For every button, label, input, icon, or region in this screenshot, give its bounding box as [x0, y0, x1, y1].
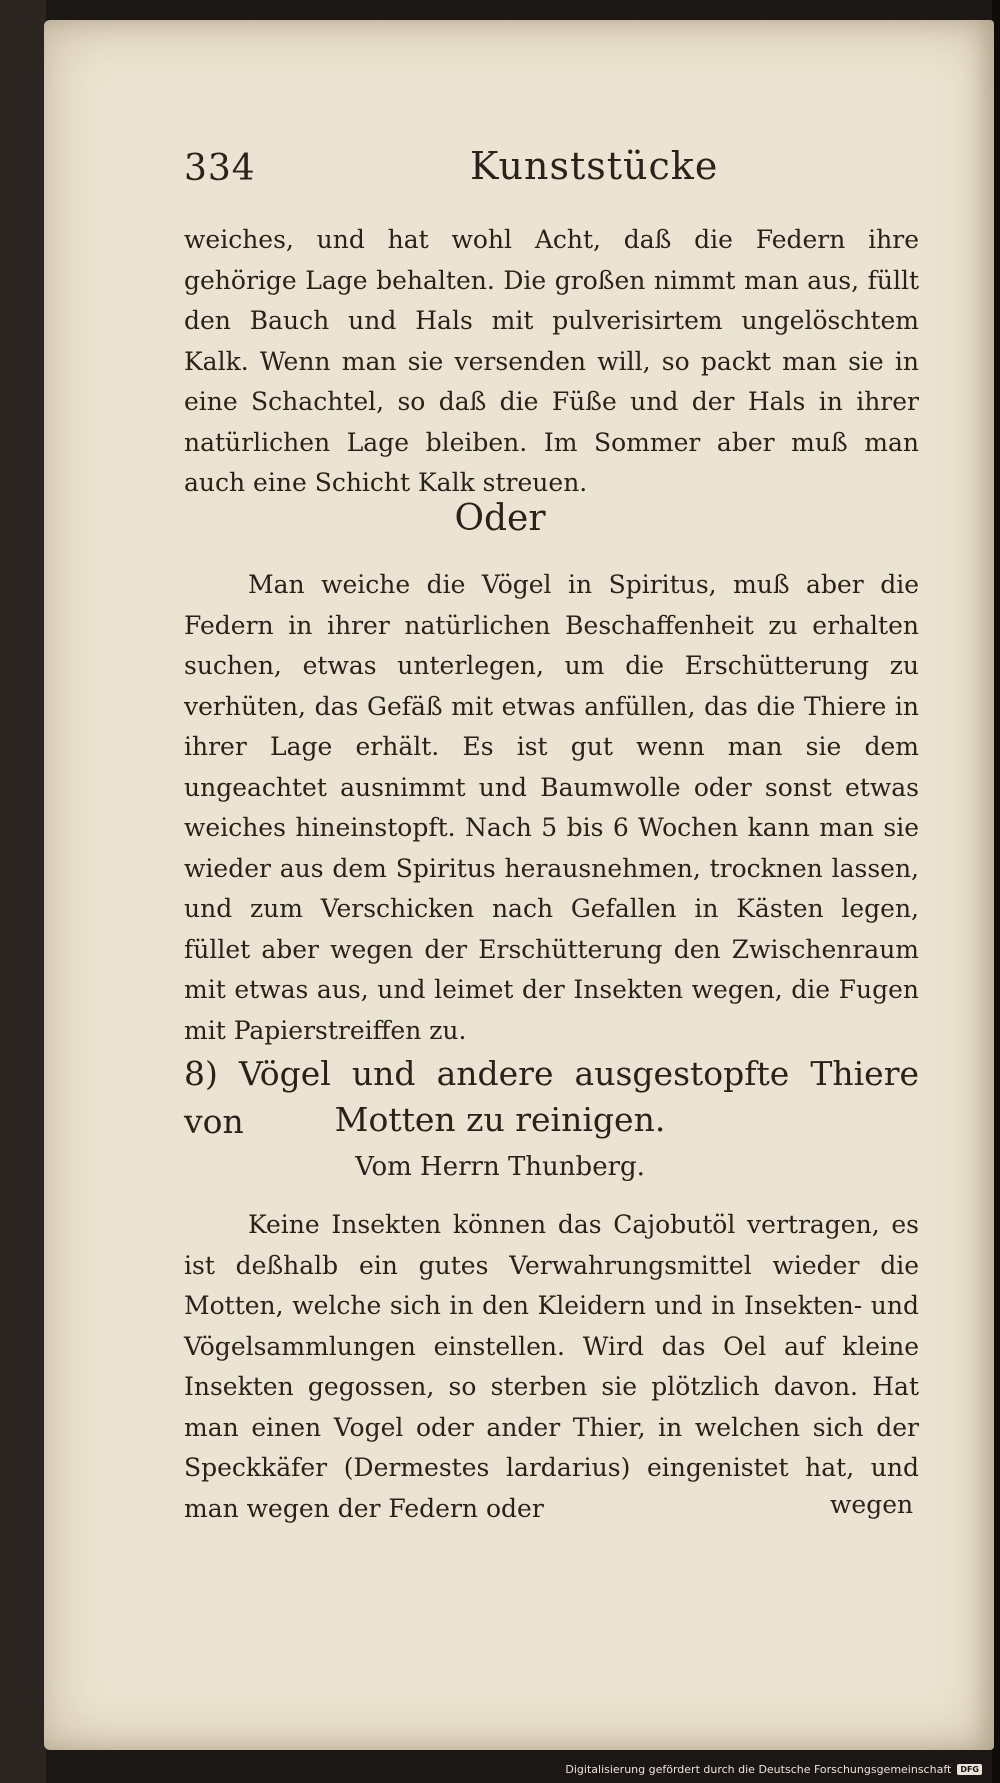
running-head: Kunststücke [470, 144, 719, 188]
section-title-line-2: Motten zu reinigen. [334, 1100, 666, 1139]
digitization-credit [565, 1763, 982, 1776]
section-title-line-1: 8) Vögel und andere ausgestopfte Thiere von [184, 1054, 919, 1141]
dfg-logo: DFG [957, 1764, 982, 1775]
section-byline: Vom Herrn Thunberg. [355, 1152, 645, 1182]
paragraph-cajobut: Keine Insekten können das Cajobutöl vertragen, es ist deßhalb ein gutes Verwahrungsmittel wieder die Motten, welche sich in den Kleidern und in Insekten- und Vögelsammlungen einstellen. Wird das Oel auf kleine Insekten gegossen, so sterben sie plötzlich davon. Hat man einen Vogel oder ander Thier, in welchen sich der Speckkäfer (Dermestes lardarius) eingenistet hat, und man wegen der Federn oder [184, 1210, 919, 1523]
paragraph-spiritus: Man weiche die Vögel in Spiritus, muß aber die Federn in ihrer natürlichen Beschaffenheit zu erhalten suchen, etwas unterlegen, um die Erschütterung zu verhüten, das Gefäß mit etwas anfüllen, das die Thiere in ihrer Lage erhält. Es ist gut wenn man sie dem ungeachtet ausnimmt und Baumwolle oder sonst etwas weiches hineinstopft. Nach 5 bis 6 Wochen kann man sie wieder aus dem Spiritus herausnehmen, trocknen lassen, und zum Verschicken nach Gefallen in Kästen legen, füllet aber wegen der Erschütterung den Zwischenraum mit etwas aus, und leimet der Insekten wegen, die Fugen mit Papierstreiffen zu. [184, 570, 919, 1045]
scan-left-edge [0, 0, 46, 1783]
paragraph-continued: weiches, und hat wohl Acht, daß die Federn ihre gehörige Lage behalten. Die großen nimmt man aus, füllt den Bauch und Hals mit pulverisirtem ungelöschtem Kalk. Wenn man sie versenden will, so packt man sie in eine Schachtel, so daß die Füße und der Hals in ihrer natürlichen Lage bleiben. Im Sommer aber muß man auch eine Schicht Kalk streuen. [184, 225, 919, 497]
heading-oder: Oder [454, 498, 546, 539]
credit-text: Digitalisierung gefördert durch die Deutsche Forschungsgemeinschaft [565, 1763, 952, 1776]
page-number: 334 [184, 148, 256, 189]
catchword: wegen [830, 1490, 914, 1519]
